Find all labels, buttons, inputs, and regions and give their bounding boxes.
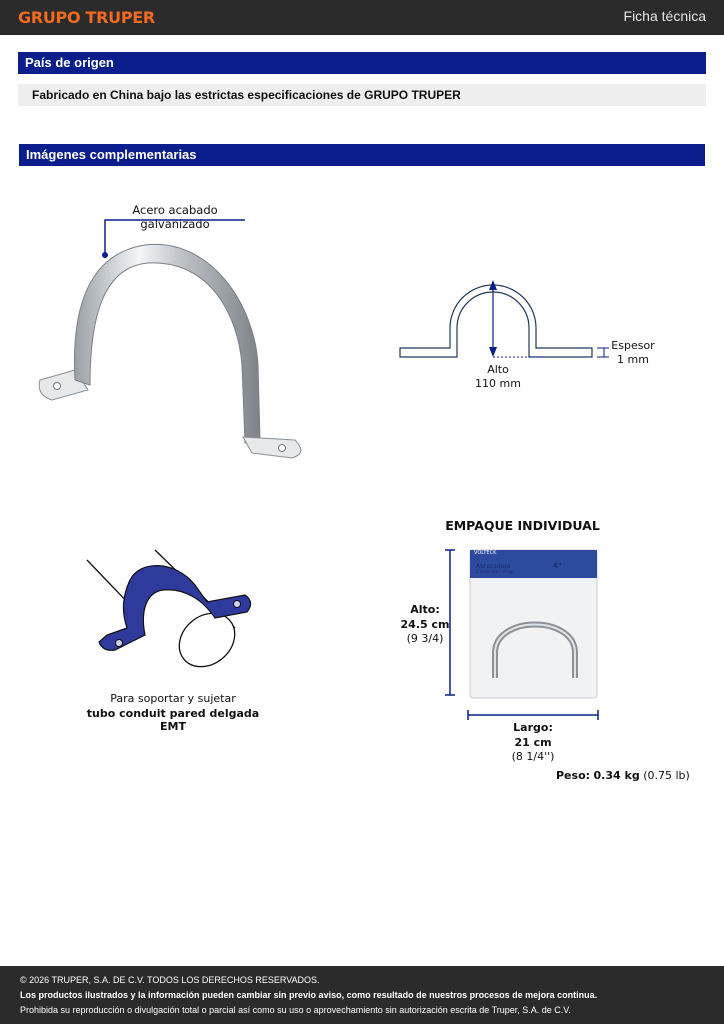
alto-value: 110 mm — [475, 377, 521, 390]
espesor-value: 1 mm — [617, 353, 649, 366]
footer — [0, 966, 724, 1024]
footer-prohibition: Prohibida su reproducción o divulgación total o parcial así como su uso o aprovechamiento sin autorización escrita de Truper, S.A. de C.V. — [20, 1005, 571, 1015]
brand-logo: GRUPO TRUPER — [18, 8, 155, 27]
bag-product: Abrazadera — [476, 563, 511, 570]
package-alto-label: Alto: — [410, 603, 440, 616]
package-alto-in: (9 3/4) — [406, 632, 444, 645]
package-largo-in: (8 1/4'') — [511, 750, 555, 763]
espesor-label: Espesor — [611, 339, 655, 352]
peso-lb: (0.75 lb) — [643, 769, 690, 782]
bag-size: 4" — [553, 562, 562, 570]
peso-kg: 0.34 kg — [593, 769, 640, 782]
peso-label: Peso: — [556, 769, 591, 782]
strap-photo — [30, 215, 320, 465]
package-title: EMPAQUE INDIVIDUAL — [445, 518, 600, 533]
usage-illustration — [85, 540, 265, 680]
origin-section-title: País de origen — [18, 52, 706, 74]
bag-description: 2 hole pipe strap — [476, 570, 515, 575]
material-label: Acero acabado galvanizado — [132, 203, 218, 231]
package-largo-cm: 21 cm — [514, 736, 552, 749]
alto-label: Alto — [487, 363, 509, 376]
top-bar — [0, 0, 724, 35]
footer-copyright: © 2026 TRUPER, S.A. DE C.V. TODOS LOS DERECHOS RESERVADOS. — [20, 975, 320, 985]
package-weight — [556, 769, 690, 782]
footer-notice: Los productos ilustrados y la información pueden cambiar sin previo aviso, como resultado de nuestros procesos de mejora continua. — [20, 990, 598, 1000]
usage-line-2: tubo conduit pared delgada EMT — [86, 707, 260, 733]
usage-line-1: Para soportar y sujetar — [110, 692, 236, 705]
images-section-title: Imágenes complementarias — [19, 144, 705, 166]
bag-brand: VOLTECK — [474, 550, 497, 556]
dimension-drawing — [395, 268, 610, 368]
package-alto-cm: 24.5 cm — [400, 618, 450, 631]
doc-type-label: Ficha técnica — [623, 8, 706, 24]
package-largo-label: Largo: — [513, 721, 553, 734]
origin-text: Fabricado en China bajo las estrictas especificaciones de GRUPO TRUPER — [18, 84, 706, 106]
